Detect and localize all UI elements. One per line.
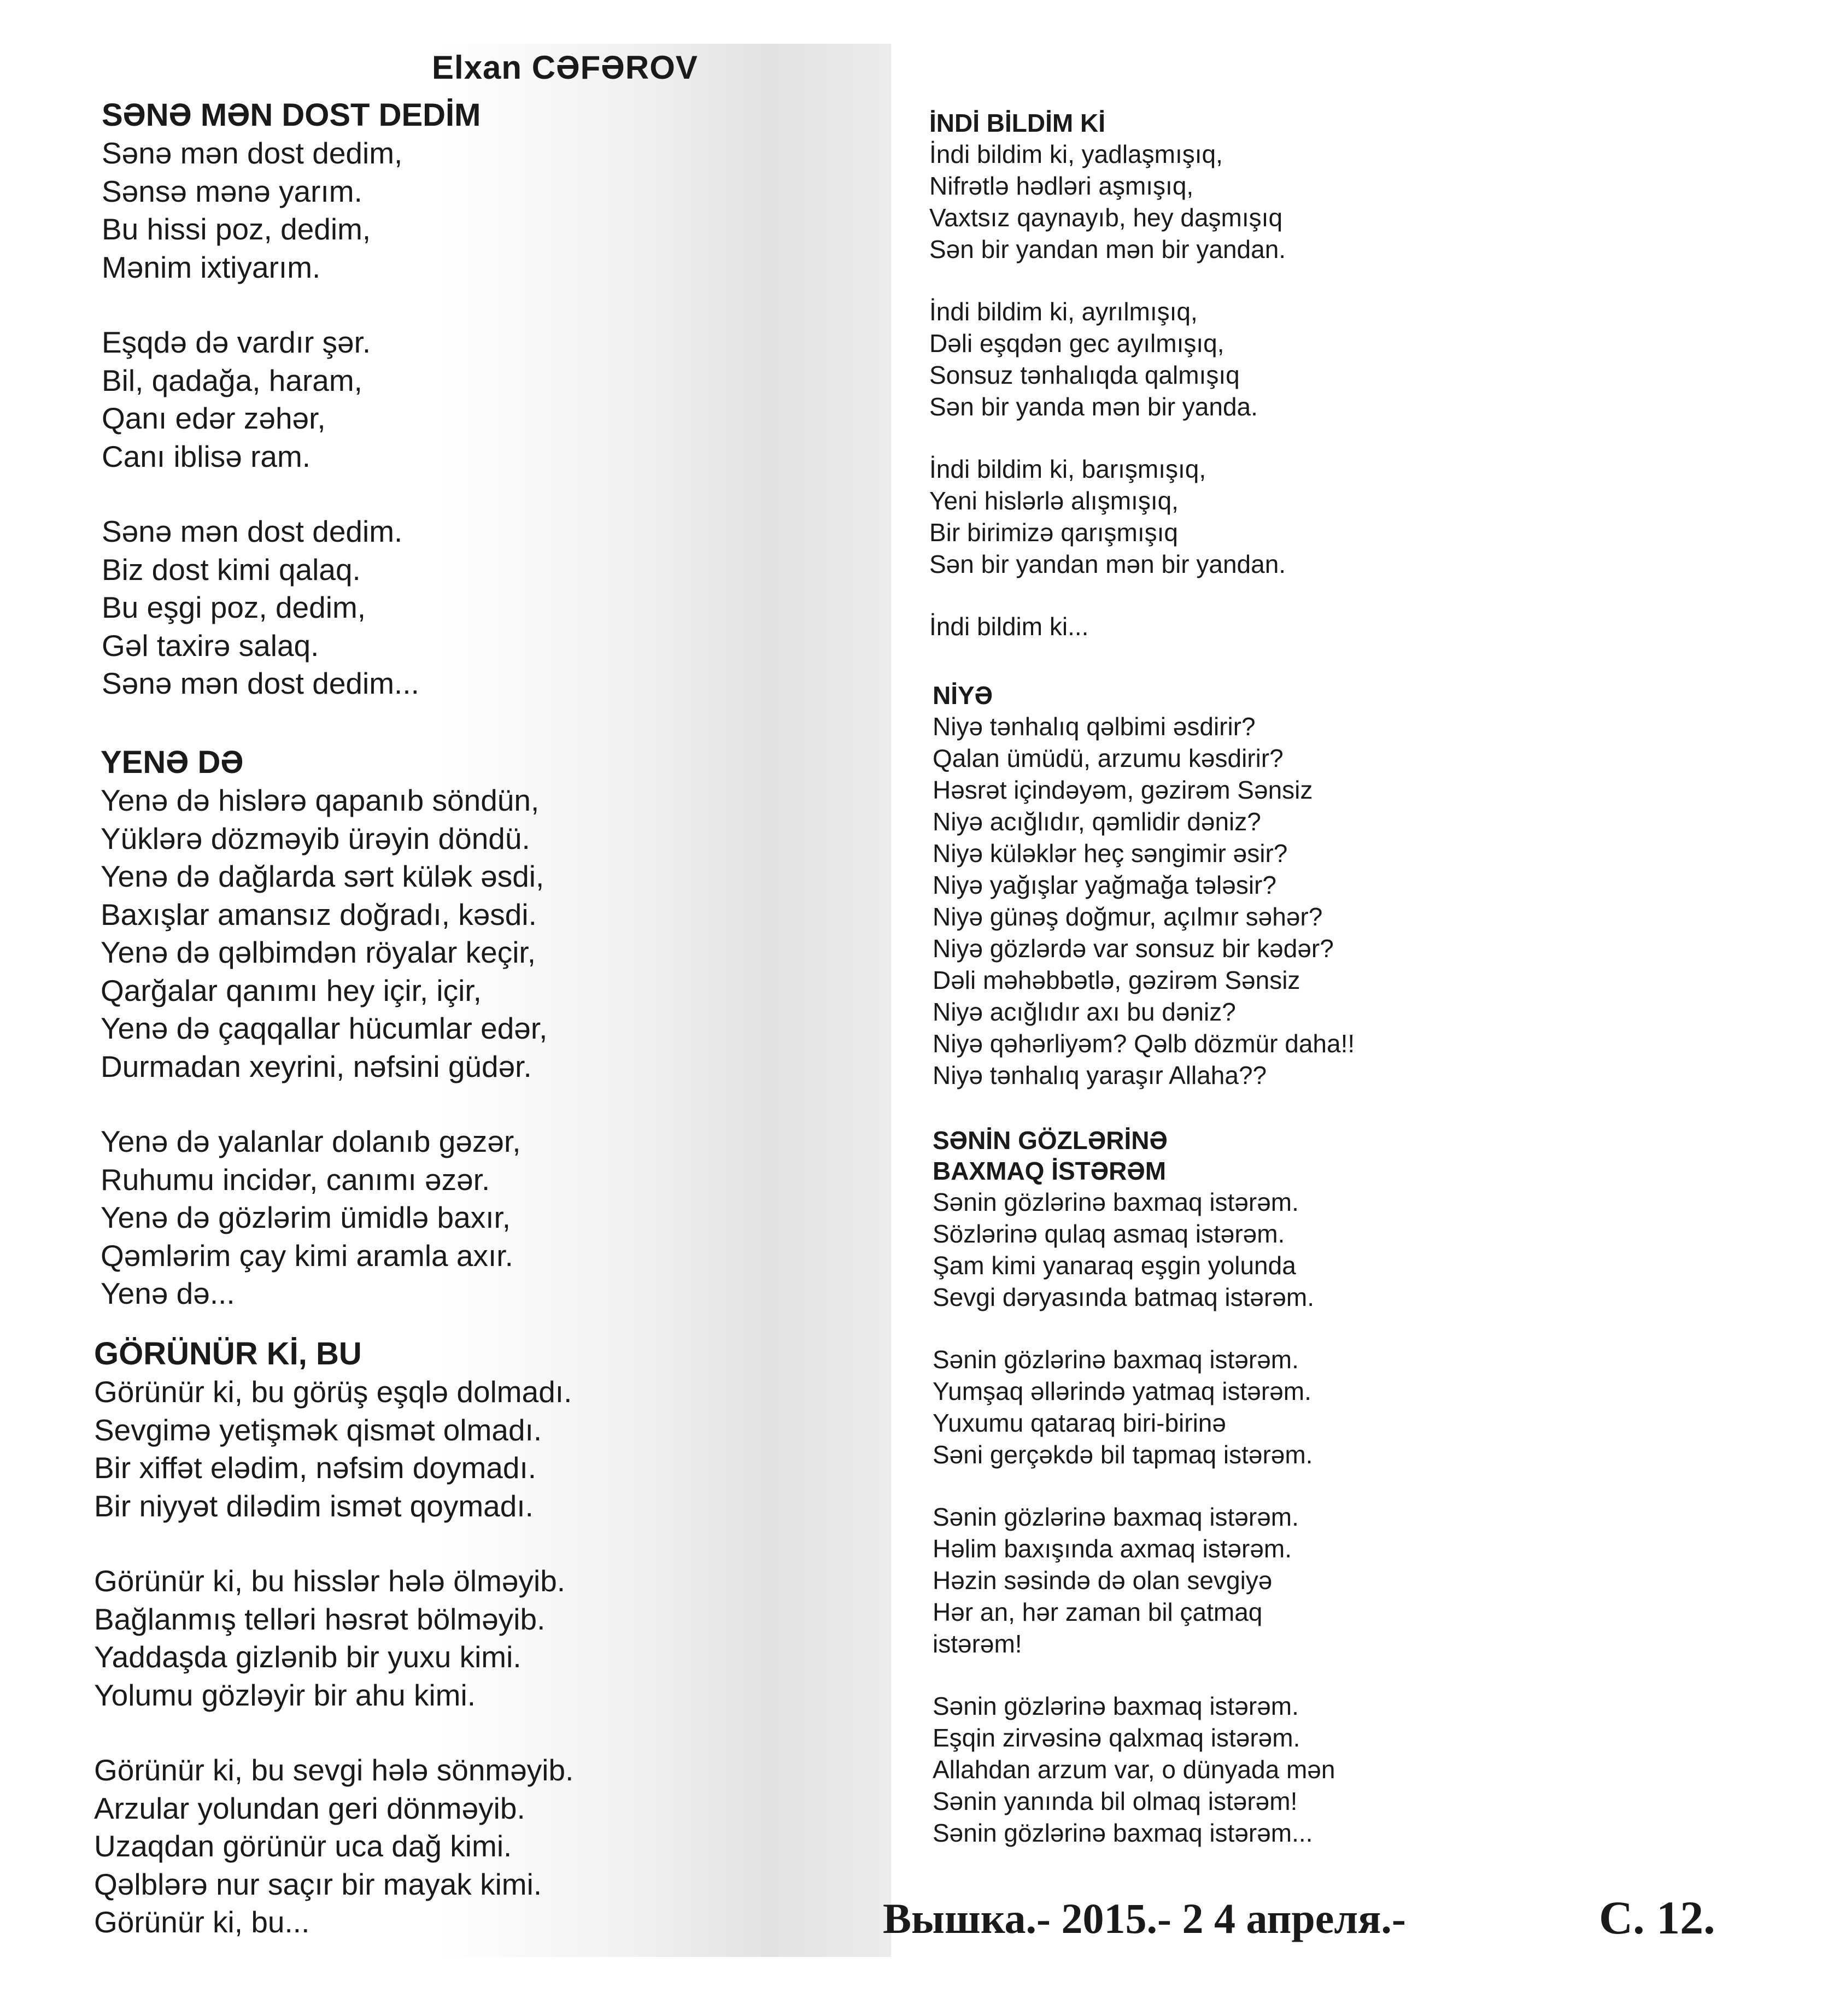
poem-yene-de [101, 743, 547, 1313]
verse-line: İndi bildim ki... [929, 612, 1089, 641]
verse-line: Niyə gözlərdə var sonsuz bir kədər? [933, 934, 1334, 963]
poem-sene-men-dost-dedim [102, 96, 481, 703]
poem-title-line: SƏNİN GÖZLƏRİNƏ [933, 1126, 1168, 1154]
verse-line: İndi bildim ki, ayrılmışıq, [929, 297, 1198, 326]
poem-title: SƏNƏ MƏN DOST DEDİM [102, 97, 481, 133]
verse-line: Yüklərə dözməyib ürəyin döndü. [101, 821, 530, 855]
stanza [102, 513, 481, 703]
verse-line: Sənin yanında bil olmaq istərəm! [933, 1787, 1298, 1815]
verse-line: Gəl taxirə salaq. [102, 628, 319, 663]
verse-line: Həzin səsində də olan sevgiyə [933, 1566, 1273, 1595]
publication-source: Вышка.- 2015.- 2 4 апреля.- [883, 1895, 1406, 1942]
verse-line: Yenə də qəlbimdən röyalar keçir, [101, 935, 536, 969]
verse-line: Yenə də dağlarda sərt külək əsdi, [101, 859, 544, 893]
verse-line: Sənsə mənə yarım. [102, 174, 362, 208]
verse-line: Qarğalar qanımı hey içir, içir, [101, 973, 482, 1007]
verse-line: Baxışlar amansız doğradı, kəsdi. [101, 897, 537, 931]
verse-line: Dəli məhəbbətlə, gəzirəm Sənsiz [933, 966, 1300, 994]
verse-line: Səni gerçəkdə bil tapmaq istərəm. [933, 1440, 1313, 1469]
poem-niye [933, 680, 1355, 1091]
poem-indi-bildim-ki [929, 108, 1286, 642]
verse-line: Sənin gözlərinə baxmaq istərəm. [933, 1345, 1299, 1374]
verse-line: Sən bir yandan mən bir yandan. [929, 550, 1286, 578]
verse-line: Yenə də yalanlar dolanıb gəzər, [101, 1124, 521, 1158]
verse-line: Durmadan xeyrini, nəfsini güdər. [101, 1049, 532, 1083]
stanza [102, 134, 481, 286]
verse-line: Yenə də... [101, 1276, 235, 1310]
verse-line: Biz dost kimi qalaq. [102, 552, 361, 587]
verse-line: Sənin gözlərinə baxmaq istərəm. [933, 1503, 1299, 1531]
verse-line: Sən bir yandan mən bir yandan. [929, 235, 1286, 263]
stanza [933, 1690, 1335, 1849]
stanza [101, 782, 547, 1086]
verse-line: Həlim baxışında axmaq istərəm. [933, 1534, 1292, 1563]
verse-line: Niyə tənhalıq qəlbimi əsdirir? [933, 712, 1256, 741]
verse-line: Bağlanmış telləri həsrət bölməyib. [94, 1602, 546, 1636]
verse-line: Qanı edər zəhər, [102, 401, 326, 435]
poem-title: GÖRÜNÜR Kİ, BU [94, 1336, 362, 1372]
verse-line: Sənin gözlərinə baxmaq istərəm. [933, 1188, 1299, 1216]
verse-line: Eşqin zirvəsinə qalxmaq istərəm. [933, 1724, 1300, 1752]
verse-line: Sənin gözlərinə baxmaq istərəm. [933, 1692, 1299, 1720]
poem-title: İNDİ BİLDİM Kİ [929, 109, 1105, 137]
verse-line: Ruhumu incidər, canımı əzər. [101, 1162, 490, 1197]
verse-line: Yuxumu qataraq biri-birinə [933, 1409, 1226, 1437]
verse-line: Sənə mən dost dedim. [102, 514, 403, 548]
verse-line: Mənim ixtiyarım. [102, 250, 321, 284]
verse-line: Niyə acığlıdır, qəmlidir dəniz? [933, 807, 1261, 836]
verse-line: Niyə acığlıdır axı bu dəniz? [933, 998, 1236, 1026]
stanza [94, 1373, 573, 1525]
verse-line: Yolumu gözləyir bir ahu kimi. [94, 1678, 476, 1712]
stanza [929, 138, 1286, 265]
verse-line: Sən bir yanda mən bir yanda. [929, 392, 1258, 421]
stanza [933, 1344, 1335, 1470]
verse-line: Yumşaq əllərində yatmaq istərəm. [933, 1377, 1311, 1405]
verse-line: Görünür ki, bu sevgi hələ sönməyib. [94, 1753, 574, 1787]
verse-line: Qalan ümüdü, arzumu kəsdirir? [933, 744, 1284, 772]
verse-line: Hər an, hər zaman bil çatmaq [933, 1598, 1263, 1626]
verse-line: Yaddaşda gizlənib bir yuxu kimi. [94, 1640, 522, 1674]
stanza [933, 1186, 1335, 1313]
verse-line: Niyə tənhalıq yaraşır Allaha?? [933, 1061, 1267, 1089]
stanza [929, 453, 1286, 580]
verse-line: Sənə mən dost dedim, [102, 136, 403, 170]
verse-line: İndi bildim ki, barışmışıq, [929, 455, 1206, 483]
verse-line: Yenə də çaqqallar hücumlar edər, [101, 1011, 548, 1045]
poem-title: NİYƏ [933, 681, 993, 710]
verse-line: Dəli eşqdən gec ayılmışıq, [929, 329, 1224, 358]
verse-line: Qəmlərim çay kimi aramla axır. [101, 1238, 513, 1273]
verse-line: Vaxtsız qaynayıb, hey daşmışıq [929, 203, 1283, 232]
verse-line: Nifrətlə hədləri aşmışıq, [929, 172, 1194, 200]
verse-line: Niyə günəş doğmur, açılmır səhər? [933, 902, 1323, 931]
author-name: Elxan CƏFƏROV [432, 49, 698, 86]
verse-line: Bir niyyət dilədim ismət qoymadı. [94, 1488, 534, 1523]
stanza [102, 324, 481, 476]
verse-line: Görünür ki, bu hisslər hələ ölməyib. [94, 1564, 566, 1598]
verse-line: Yenə də hislərə qapanıb söndün, [101, 783, 540, 817]
verse-line: Niyə qəhərliyəm? Qəlb dözmür daha!! [933, 1029, 1355, 1058]
verse-line: Uzaqdan görünür uca dağ kimi. [94, 1829, 512, 1863]
verse-line: İndi bildim ki, yadlaşmışıq, [929, 140, 1223, 168]
verse-line: Niyə küləklər heç səngimir əsir? [933, 839, 1288, 868]
verse-line: Arzular yolundan geri dönməyib. [94, 1791, 525, 1825]
verse-line: Görünür ki, bu... [94, 1905, 310, 1939]
verse-line: Sevgimə yetişmək qismət olmadı. [94, 1413, 542, 1447]
poem-gorunur-ki-bu [94, 1335, 573, 1942]
verse-line: Sonsuz tənhalıqda qalmışıq [929, 361, 1240, 389]
stanza [929, 611, 1286, 642]
verse-line: Bu eşgi poz, dedim, [102, 590, 366, 624]
stanza [933, 1501, 1335, 1660]
verse-line: Canı iblisə ram. [102, 439, 311, 473]
verse-line: Bir xiffət elədim, nəfsim doymadı. [94, 1451, 537, 1485]
verse-line: Bil, qadağa, haram, [102, 363, 362, 397]
verse-line: Sevgi dəryasında batmaq istərəm. [933, 1283, 1315, 1311]
verse-line: Yeni hislərlə alışmışıq, [929, 487, 1179, 515]
verse-line: Bu hissi poz, dedim, [102, 212, 371, 246]
verse-line: Sözlərinə qulaq asmaq istərəm. [933, 1220, 1285, 1248]
verse-line: Sənin gözlərinə baxmaq istərəm... [933, 1819, 1313, 1847]
verse-line: Sənə mən dost dedim... [102, 666, 419, 700]
stanza [929, 296, 1286, 423]
stanza [933, 711, 1355, 1091]
verse-line: Allahdan arzum var, o dünyada mən [933, 1755, 1335, 1784]
poem-title-line: BAXMAQ İSTƏRƏM [933, 1157, 1167, 1185]
stanza [101, 1123, 547, 1313]
verse-line: Qəlblərə nur saçır bir mayak kimi. [94, 1867, 542, 1901]
page-number: С. 12. [1599, 1891, 1715, 1944]
verse-line: Görünür ki, bu görüş eşqlə dolmadı. [94, 1375, 572, 1409]
stanza [94, 1562, 573, 1714]
stanza [94, 1751, 573, 1942]
verse-line: Eşqdə də vardır şər. [102, 325, 371, 359]
poem-title: YENƏ DƏ [101, 745, 244, 780]
verse-line: Yenə də gözlərim ümidlə baxır, [101, 1200, 511, 1234]
verse-line: Niyə yağışlar yağmağa tələsir? [933, 871, 1276, 899]
poem-senin-gozlerine-baxmaq-isterem [933, 1125, 1335, 1849]
verse-line: Şam kimi yanaraq eşgin yolunda [933, 1251, 1296, 1280]
verse-line: Həsrət içindəyəm, gəzirəm Sənsiz [933, 776, 1313, 804]
verse-line: Bir birimizə qarışmışıq [929, 518, 1178, 547]
verse-line: istərəm! [933, 1630, 1022, 1658]
